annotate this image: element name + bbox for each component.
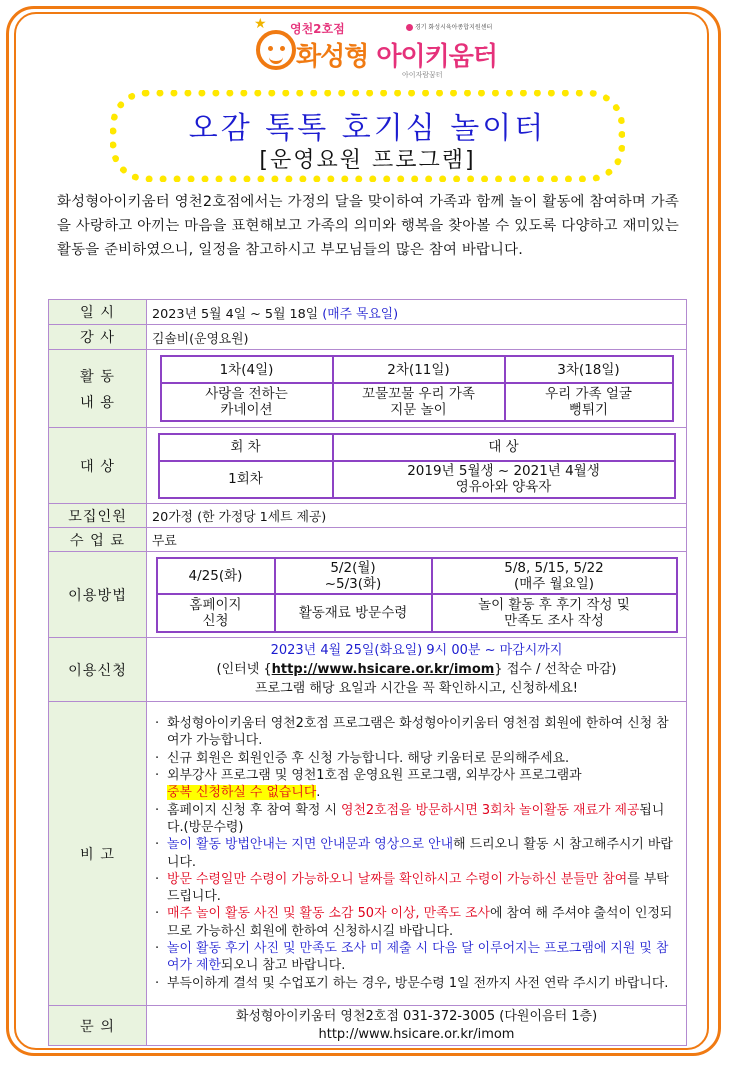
value-date	[147, 300, 687, 325]
note-4-a: 홈페이지 신청 후 참여 확정 시	[167, 802, 342, 818]
method-step1	[157, 594, 275, 632]
apply-method	[147, 660, 686, 679]
logo-name-b: 아이키움터	[376, 42, 497, 72]
label-date: 일 시	[49, 300, 147, 325]
value-notes	[147, 702, 687, 1006]
contact-url-link[interactable]: http://www.hsicare.or.kr/imom	[318, 1026, 515, 1042]
method-step3-date	[432, 558, 677, 594]
note-4-red: 영천2호점을 방문하시면 3회차 놀이활동 재료가 제공	[341, 802, 640, 818]
note-7-red: 매주 놀이 활동 사진 및 활동 소감 50자 이상, 만족도 조사	[167, 906, 490, 922]
page-subtitle: [운영요원 프로그램]	[259, 148, 476, 173]
label-target: 대 상	[49, 428, 147, 504]
logo-name-a: 화성형	[296, 42, 377, 72]
apply-period: 2023년 4월 25일(화요일) 9시 00분 ~ 마감시까지	[270, 643, 563, 658]
activity-header-1: 1차(4일)	[161, 356, 333, 383]
target-header-round: 회 차	[159, 434, 333, 461]
method-step2: 활동재료 방문수령	[275, 594, 432, 632]
activity-item-2-line2: 지문 놀이	[390, 402, 447, 418]
note-2: · 신규 회원은 회원인증 후 신청 가능합니다. 해당 키움터로 문의해주세요.	[153, 750, 680, 767]
note-3-highlight: 중복 신청하실 수 없습니다	[167, 785, 317, 801]
label-recruit: 모집인원	[49, 504, 147, 528]
notes-list	[147, 713, 686, 994]
row-activity	[49, 350, 687, 428]
label-activity-2: 내 용	[80, 394, 115, 411]
method-step1-a: 홈페이지	[189, 596, 242, 613]
apply-method-b: } 접수 / 선착순 마감)	[494, 662, 617, 677]
label-notes: 비 고	[49, 702, 147, 1006]
note-7	[153, 905, 680, 940]
title-box	[110, 90, 625, 182]
note-5-b: 해 드리오니 활동 시 참고해주시기 바랍니다.	[167, 837, 673, 870]
note-6-red: 방문 수령일만 수령이 가능하오니 날짜를 확인하시고 수령이 가능하신 분들만 참여	[167, 871, 628, 887]
note-5-blue: 놀이 활동 방법안내는 지면 안내문과 영상으로 안내	[167, 837, 454, 853]
date-text: 2023년 5월 4일 ~ 5월 18일	[152, 306, 323, 322]
method-table	[156, 557, 678, 633]
method-step1-date: 4/25(화)	[157, 558, 275, 594]
value-apply	[147, 638, 687, 702]
value-target	[147, 428, 687, 504]
activity-table	[160, 355, 674, 422]
method-step2-date-b: ~5/3(화)	[324, 575, 382, 592]
value-recruit: 20가정 (한 가정당 1세트 제공)	[147, 504, 687, 528]
note-3-a: 외부강사 프로그램 및 영천1호점 운영요원 프로그램, 외부강사 프로그램과	[167, 768, 582, 784]
value-method	[147, 552, 687, 638]
note-8-blue: 놀이 활동 후기 사진 및 만족도 조사 미 제출 시 다음 달 이루어지는 프로그램에 지원 및 참여가 제한	[167, 940, 669, 974]
contact-info: 화성형아이키움터 영천2호점 031-372-3005 (다원이음터 1층)	[235, 1008, 598, 1024]
note-8	[153, 940, 680, 975]
method-step3-date-a: 5/8, 5/15, 5/22	[504, 559, 604, 576]
target-round: 1회차	[159, 461, 333, 498]
method-step3-b: 만족도 조사 작성	[504, 612, 604, 629]
activity-item-3-line2: 뻥튀기	[568, 402, 609, 418]
note-6	[153, 871, 680, 906]
row-fee	[49, 528, 687, 552]
row-target	[49, 428, 687, 504]
logo-branch: 영천2호점	[290, 22, 345, 36]
apply-url-link[interactable]: http://www.hsicare.or.kr/imom	[271, 662, 495, 677]
method-step1-b: 신청	[202, 612, 229, 629]
apply-method-a: (인터넷 {	[216, 662, 272, 677]
label-activity-1: 활 동	[80, 368, 115, 385]
date-weekday: (매주 목요일)	[322, 306, 399, 322]
row-contact	[49, 1006, 687, 1046]
row-instructor	[49, 325, 687, 350]
row-apply	[49, 638, 687, 702]
target-table	[158, 433, 676, 499]
method-step2-date-a: 5/2(월)	[330, 559, 376, 576]
note-4-c: 됩니다.(방문수령)	[167, 802, 665, 835]
row-notes	[49, 702, 687, 1006]
note-7-b: 에 참여 해 주셔야 출석이 인정되므로 가능하신 회원에 한하여 신청하시길 바랍니다.	[167, 906, 673, 939]
activity-item-1-line2: 카네이션	[220, 402, 273, 418]
label-contact: 문 의	[49, 1006, 147, 1046]
note-1: · 화성형아이키움터 영천2호점 프로그램은 화성형아이키움터 영천점 회원에 한하여 신청 참여가 가능합니다.	[153, 715, 680, 750]
value-contact	[147, 1006, 687, 1046]
activity-item-1-line1: 사랑을 전하는	[205, 386, 288, 402]
label-apply: 이용신청	[49, 638, 147, 702]
logo-sub: 아이자람꿈터	[402, 71, 443, 79]
method-step3-date-b: (매주 월요일)	[513, 575, 595, 592]
note-5	[153, 836, 680, 871]
target-header-target: 대 상	[333, 434, 675, 461]
activity-item-3-line1: 우리 가족 얼굴	[545, 386, 632, 402]
label-method: 이용방법	[49, 552, 147, 638]
activity-item-2-line1: 꼬물꼬물 우리 가족	[362, 386, 475, 402]
value-fee: 무료	[147, 528, 687, 552]
method-step3-a: 놀이 활동 후 후기 작성 및	[478, 596, 630, 613]
program-table	[48, 299, 687, 1046]
target-range	[333, 461, 675, 498]
note-3	[153, 767, 680, 802]
value-instructor: 김솔비(운영요원)	[147, 325, 687, 350]
intro-paragraph: 화성형아이키움터 영천2호점에서는 가정의 달을 맞이하여 가족과 함께 놀이 활동에 참여하며 가족을 사랑하고 아끼는 마음을 표현해보고 가족의 의미와 행복을 찾아볼 수 있도록 다양하고 재미있는 활동을 준비하였으니, 일정을 참고하시고 부모님들의 많은 참여 바랍니다.	[57, 194, 679, 258]
note-8-b: 되오니 참고 바랍니다.	[220, 958, 346, 974]
activity-item-1	[161, 383, 333, 421]
label-activity	[49, 350, 147, 428]
row-date	[49, 300, 687, 325]
target-line1: 2019년 5월생 ~ 2021년 4월생	[407, 463, 600, 479]
activity-item-2	[333, 383, 505, 421]
brand-logo	[252, 16, 497, 80]
activity-header-2: 2차(11일)	[333, 356, 505, 383]
note-6-b: 를 부탁드립니다.	[167, 871, 669, 905]
method-step2-date	[275, 558, 432, 594]
activity-header-3: 3차(18일)	[505, 356, 673, 383]
label-instructor: 강 사	[49, 325, 147, 350]
logo-name	[296, 36, 497, 73]
note-3-c: .	[316, 785, 321, 801]
note-9: · 부득이하게 결석 및 수업포기 하는 경우, 방문수령 1일 전까지 사전 연락 주시기 바랍니다.	[153, 975, 680, 992]
logo-org: 경기 화성시육아종합지원센터	[406, 22, 492, 31]
method-step3	[432, 594, 677, 632]
value-activity	[147, 350, 687, 428]
note-4	[153, 802, 680, 837]
row-method	[49, 552, 687, 638]
row-recruit	[49, 504, 687, 528]
activity-item-3	[505, 383, 673, 421]
page-title: 오감 톡톡 호기심 놀이터	[188, 111, 547, 146]
target-line2: 영유아와 양육자	[455, 479, 552, 495]
label-fee: 수 업 료	[49, 528, 147, 552]
apply-notice: 프로그램 해당 요일과 시간을 꼭 확인하시고, 신청하세요!	[255, 681, 578, 696]
star-icon: ★	[254, 16, 267, 32]
